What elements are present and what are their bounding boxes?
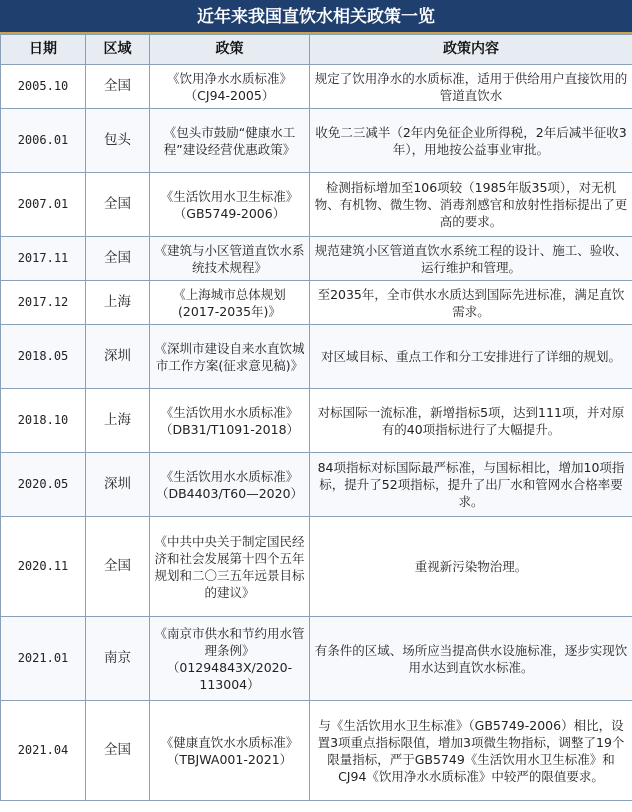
cell-policy: 《生活饮用水水质标准》（DB31/T1091-2018）: [150, 389, 310, 453]
cell-date: 2017.11: [1, 237, 86, 281]
header-region: 区域: [86, 35, 150, 65]
cell-date: 2021.04: [1, 701, 86, 801]
cell-policy: 《生活饮用水卫生标准》（GB5749-2006）: [150, 173, 310, 237]
cell-date: 2005.10: [1, 65, 86, 109]
cell-policy: 《上海城市总体规划(2017-2035年)》: [150, 281, 310, 325]
cell-policy: 《包头市鼓励“健康水工程”建设经营优惠政策》: [150, 109, 310, 173]
cell-date: 2020.11: [1, 517, 86, 617]
cell-region: 上海: [86, 389, 150, 453]
table-row: [1, 517, 632, 617]
table-row: [1, 701, 632, 801]
table-row: [1, 325, 632, 389]
header-policy: 政策: [150, 35, 310, 65]
cell-region: 全国: [86, 517, 150, 617]
cell-content: 有条件的区域、场所应当提高供水设施标准，逐步实现饮用水达到直饮水标准。: [310, 617, 632, 701]
cell-region: 全国: [86, 173, 150, 237]
cell-policy: 《健康直饮水水质标准》（TBJWA001-2021）: [150, 701, 310, 801]
table-row: [1, 109, 632, 173]
table-row: [1, 173, 632, 237]
table-row: [1, 389, 632, 453]
cell-date: 2018.05: [1, 325, 86, 389]
cell-region: 包头: [86, 109, 150, 173]
cell-date: 2006.01: [1, 109, 86, 173]
table-row: [1, 617, 632, 701]
cell-region: 全国: [86, 237, 150, 281]
cell-content: 与《生活饮用水卫生标准》（GB5749-2006）相比，设置3项重点指标限值，增加3项微生物指标，调整了19个限量指标，严于GB5749《生活饮用水卫生标准》和CJ94《饮用净水水质标准》中较严的限值要求。: [310, 701, 632, 801]
cell-policy: 《中共中央关于制定国民经济和社会发展第十四个五年规划和二〇三五年远景目标的建议》: [150, 517, 310, 617]
cell-content: 84项指标对标国际最严标准，与国标相比，增加10项指标，提升了52项指标，提升了出厂水和管网水合格率要求。: [310, 453, 632, 517]
cell-date: 2018.10: [1, 389, 86, 453]
cell-content: 收免二三减半（2年内免征企业所得税，2年后减半征收3年），用地按公益事业审批。: [310, 109, 632, 173]
cell-policy: 《饮用净水水质标准》（CJ94-2005）: [150, 65, 310, 109]
cell-content: 规范建筑小区管道直饮水系统工程的设计、施工、验收、运行维护和管理。: [310, 237, 632, 281]
cell-region: 深圳: [86, 325, 150, 389]
table-title: 近年来我国直饮水相关政策一览: [0, 0, 632, 34]
table-row: [1, 453, 632, 517]
cell-content: 重视新污染物治理。: [310, 517, 632, 617]
cell-region: 南京: [86, 617, 150, 701]
cell-date: 2017.12: [1, 281, 86, 325]
cell-region: 全国: [86, 65, 150, 109]
cell-content: 至2035年，全市供水水质达到国际先进标准，满足直饮需求。: [310, 281, 632, 325]
header-content: 政策内容: [310, 35, 632, 65]
cell-date: 2020.05: [1, 453, 86, 517]
cell-policy: 《深圳市建设自来水直饮城市工作方案(征求意见稿)》: [150, 325, 310, 389]
cell-content: 对标国际一流标准，新增指标5项，达到111项，并对原有的40项指标进行了大幅提升。: [310, 389, 632, 453]
cell-policy: 《南京市供水和节约用水管理条例》（01294843X/2020-113004）: [150, 617, 310, 701]
header-date: 日期: [1, 35, 86, 65]
table-header-row: [1, 35, 632, 65]
table-row: [1, 237, 632, 281]
table-row: [1, 281, 632, 325]
cell-region: 全国: [86, 701, 150, 801]
cell-content: 规定了饮用净水的水质标准，适用于供给用户直接饮用的管道直饮水: [310, 65, 632, 109]
cell-content: 对区域目标、重点工作和分工安排进行了详细的规划。: [310, 325, 632, 389]
cell-region: 深圳: [86, 453, 150, 517]
cell-policy: 《建筑与小区管道直饮水系统技术规程》: [150, 237, 310, 281]
table-row: [1, 65, 632, 109]
cell-region: 上海: [86, 281, 150, 325]
policy-table: [0, 34, 632, 801]
cell-content: 检测指标增加至106项较（1985年版35项），对无机物、有机物、微生物、消毒剂感官和放射性指标提出了更高的要求。: [310, 173, 632, 237]
cell-date: 2021.01: [1, 617, 86, 701]
cell-policy: 《生活饮用水水质标准》（DB4403/T60—2020）: [150, 453, 310, 517]
cell-date: 2007.01: [1, 173, 86, 237]
